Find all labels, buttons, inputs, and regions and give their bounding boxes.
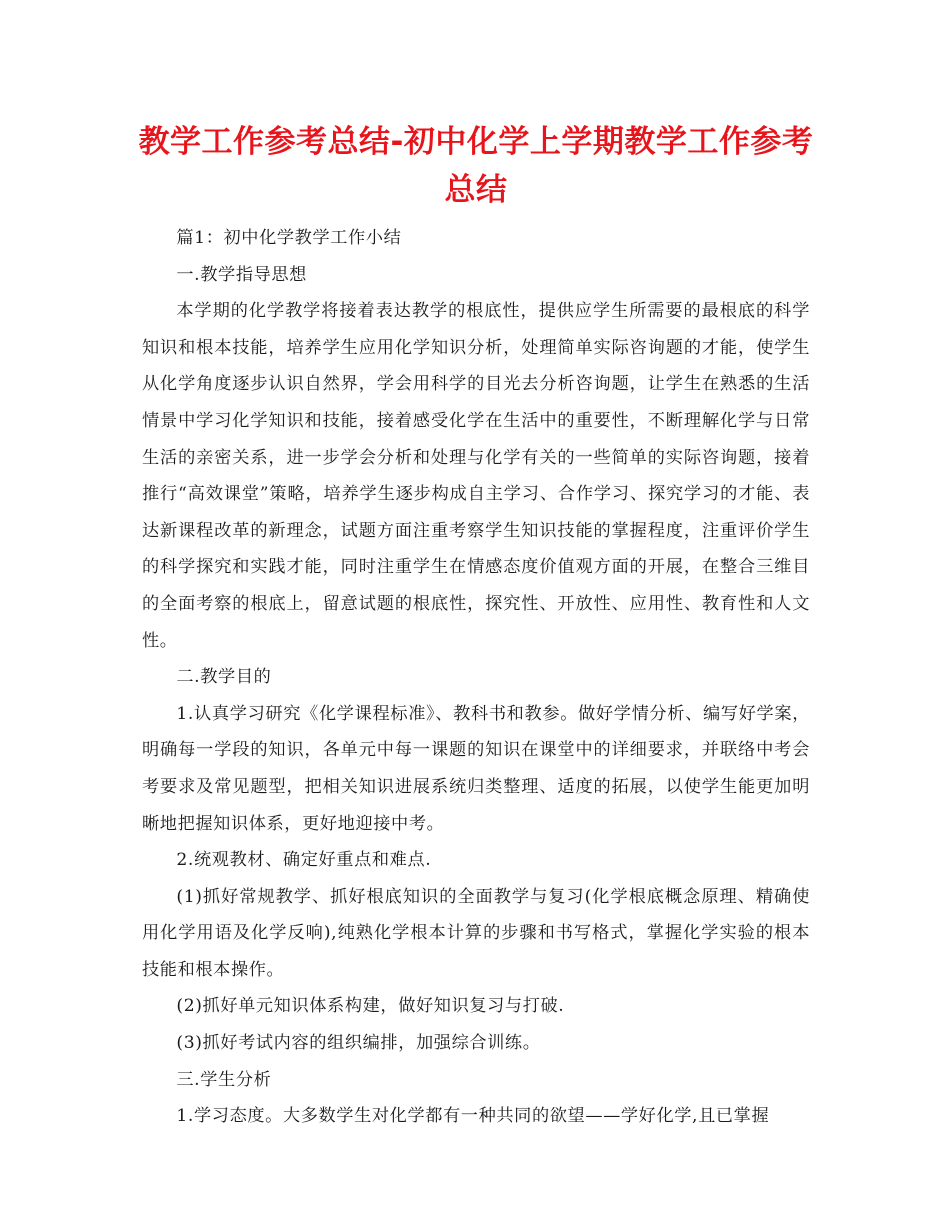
section-heading: 篇1：初中化学教学工作小结 <box>176 228 402 248</box>
body-paragraph: 本学期的化学教学将接着表达教学的根底性，提供应学生所需要的最根底的科学知识和根本技能，培养学生应用化学知识分析，处理简单实际咨询题的才能，使学生从化学角度逐步认识自然界，学会用科学的目光去分析咨询题，让学生在熟悉的生活情景中学习化学知识和技能，接着感受化学在生活中的重要性，不断理解化学与日常生活的亲密关系，进一步学会分析和处理与化学有关的一些简单的实际咨询题，接着推行“高效课堂”策略，培养学生逐步构成自主学习、合作学习、探究学习的才能、表达新课程改革的新理念，试题方面注重考察学生知识技能的掌握程度，注重评价学生的科学探究和实践才能，同时注重学生在情感态度价值观方面的开展，在整合三维目的全面考察的根底上，留意试题的根底性，探究性、开放性、应用性、教育性和人文性。 <box>142 301 810 651</box>
document-body <box>142 220 810 1135</box>
body-paragraph: 1.学习态度。大多数学生对化学都有一种共同的欲望——学好化学,且已掌握 <box>176 1106 770 1127</box>
body-paragraph: 2.统观教材、确定好重点和难点. <box>176 850 432 871</box>
body-paragraph: (2)抓好单元知识体系构建，做好知识复习与打破. <box>176 996 565 1017</box>
body-paragraph: 1.认真学习研究《化学课程标准》、教科书和教参。做好学情分析、编写好学案，明确每一学段的知识，各单元中每一课题的知识在课堂中的详细要求，并联络中考会考要求及常见题型，把相关知识进展系统归类整理、适度的拓展，以使学生能更加明晰地把握知识体系，更好地迎接中考。 <box>142 703 810 834</box>
section-heading: 二.教学目的 <box>176 667 272 688</box>
section-heading: 一.教学指导思想 <box>176 264 307 285</box>
document-title: 教学工作参考总结-初中化学上学期教学工作参考总结 <box>138 124 814 208</box>
body-paragraph: (3)抓好考试内容的组织编排，加强综合训练。 <box>176 1033 541 1054</box>
body-paragraph: (1)抓好常规教学、抓好根底知识的全面教学与复习(化学根底概念原理、精确使用化学用语及化学反响),纯熟化学根本计算的步骤和书写格式，掌握化学实验的根本技能和根本操作。 <box>142 886 810 980</box>
section-heading: 三.学生分析 <box>176 1069 272 1090</box>
